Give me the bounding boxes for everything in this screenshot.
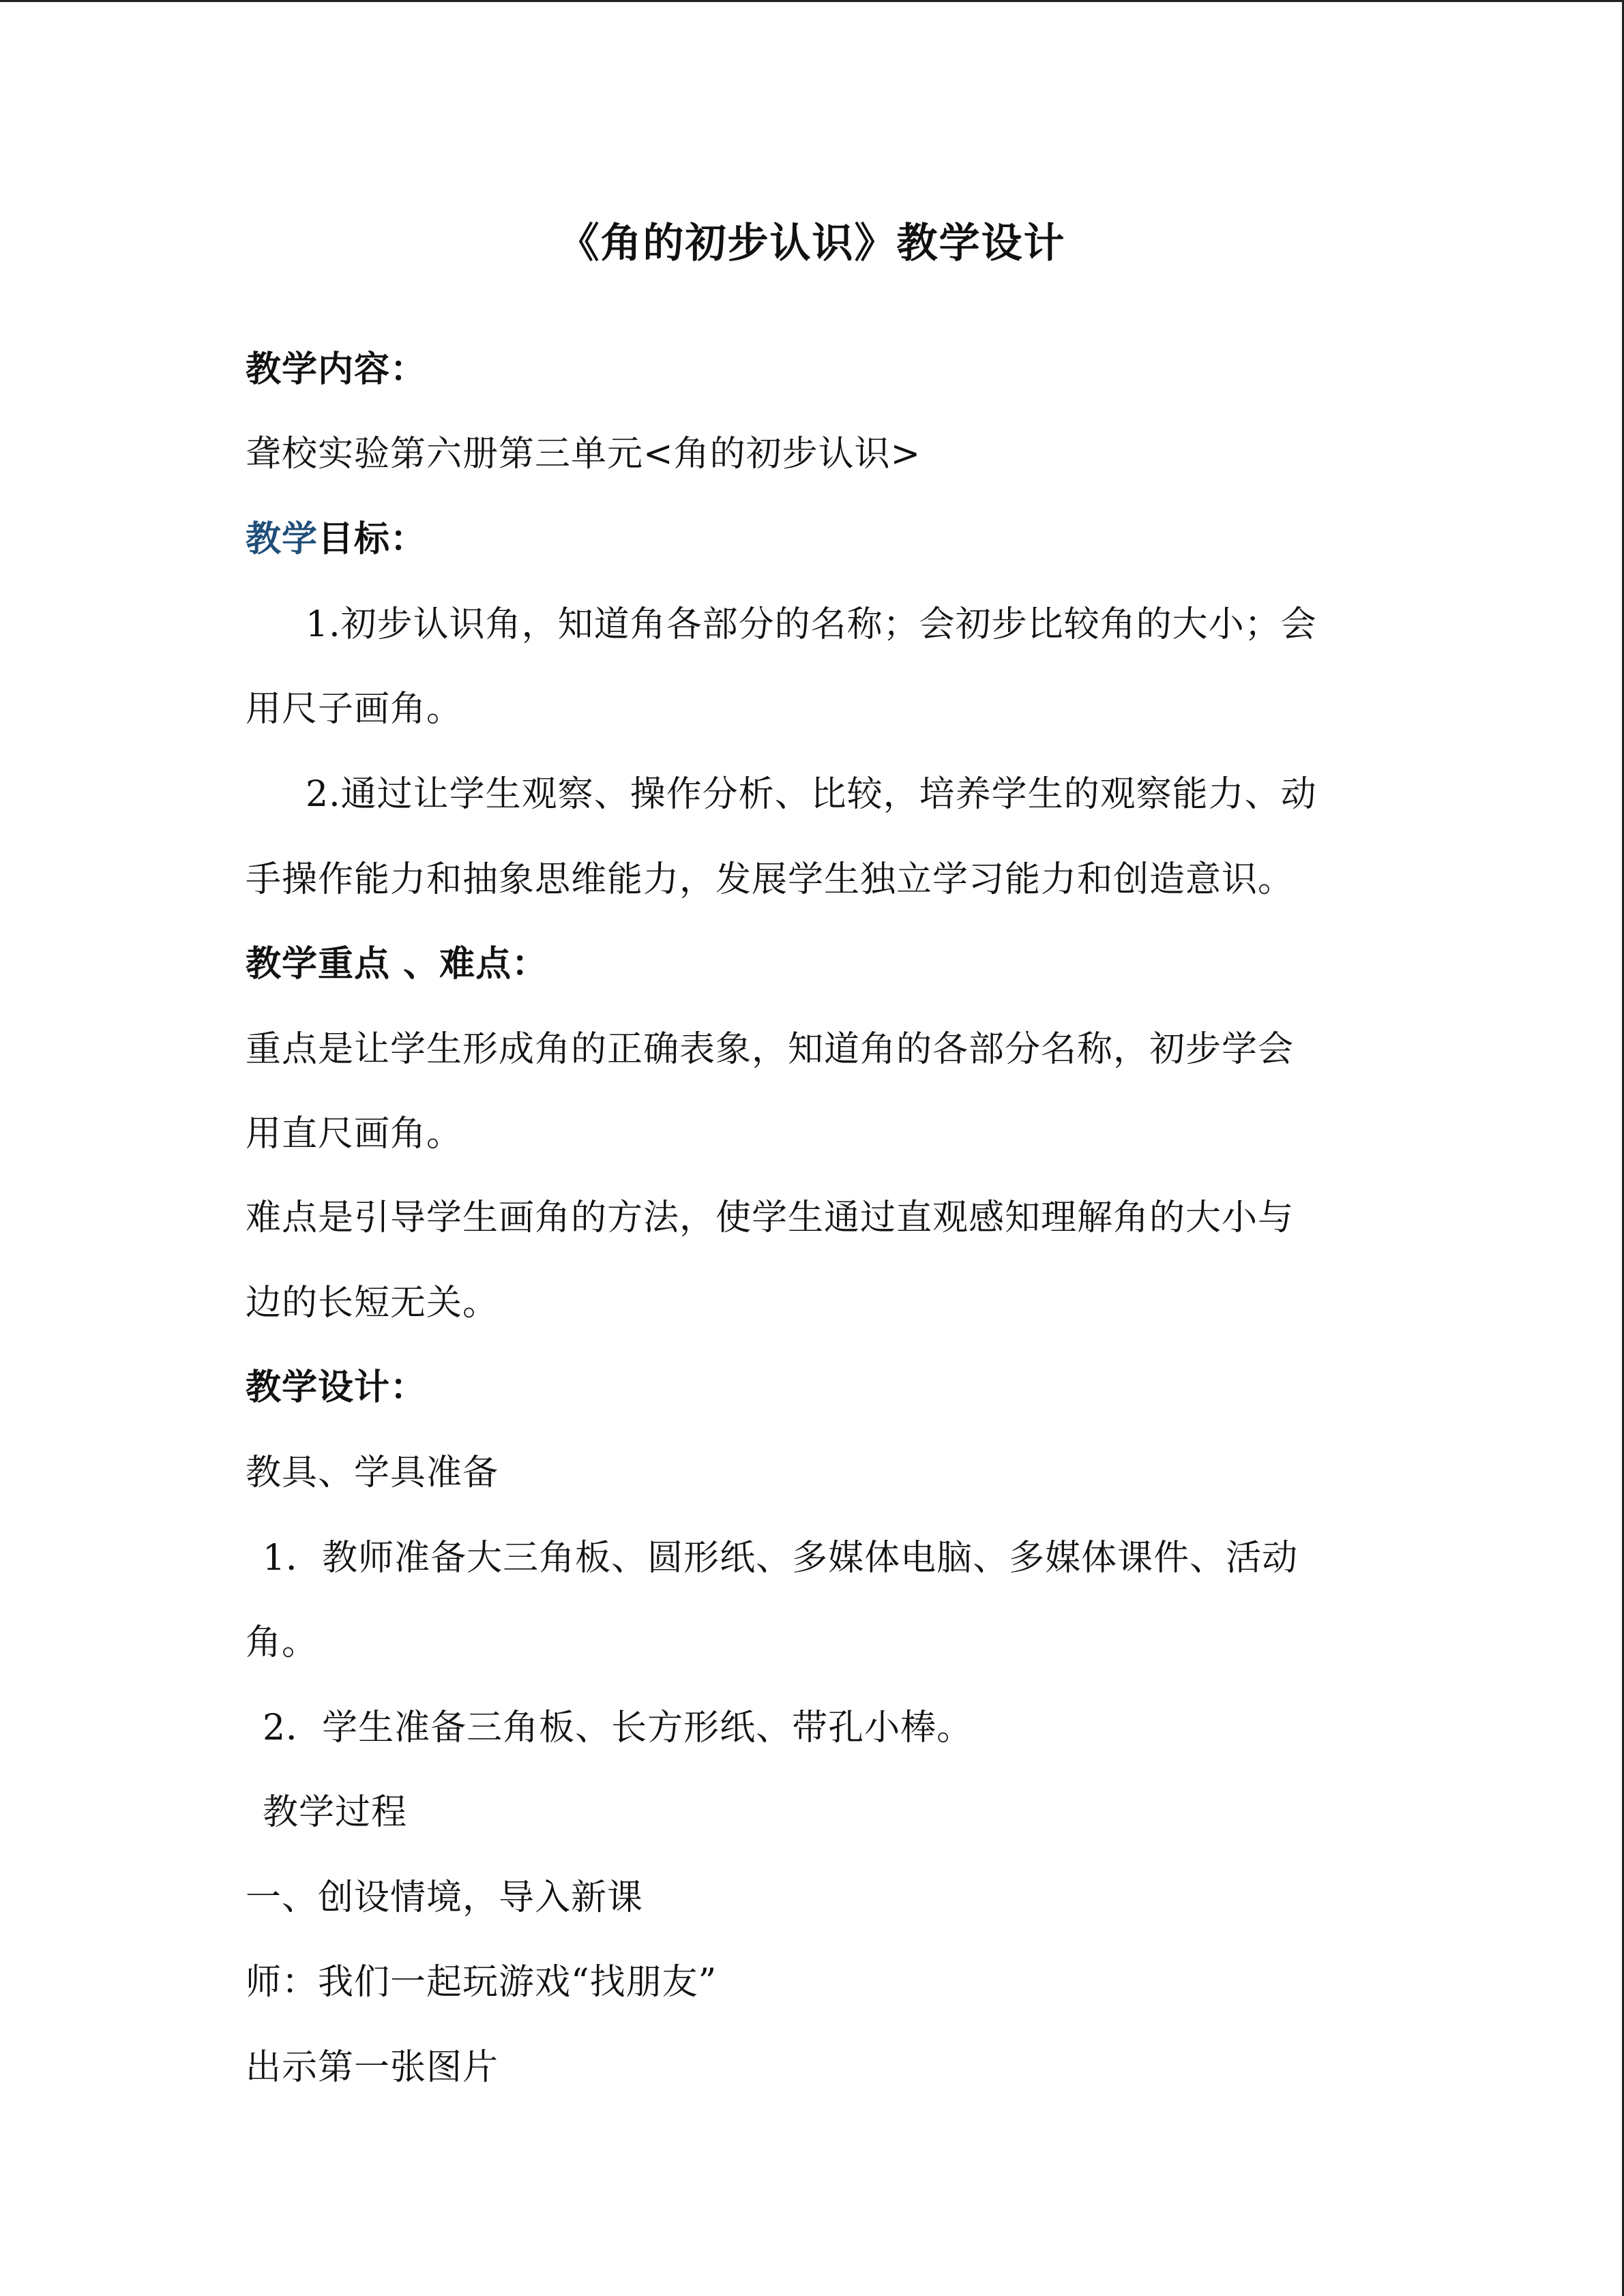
prep-item-1-line-1: 1．教师准备大三角板、圆形纸、多媒体电脑、多媒体课件、活动 [263, 1538, 1299, 1579]
difficulty-line-2: 边的长短无关。 [246, 1283, 499, 1324]
goals-heading-rest: 目标： [318, 518, 427, 560]
teacher-line: 师：我们一起玩游戏“找朋友” [246, 1962, 718, 2003]
keypoints-heading: 教学重点 、难点： [246, 943, 548, 985]
key-point-line-1: 重点是让学生形成角的正确表象，知道角的各部分名称，初步学会 [246, 1029, 1295, 1070]
goal-1-line-2: 用尺子画角。 [246, 689, 463, 730]
content-heading: 教学内容： [246, 348, 427, 390]
show-picture-line: 出示第一张图片 [246, 2047, 499, 2088]
prep-item-2: 2．学生准备三角板、长方形纸、带孔小棒。 [263, 1708, 973, 1748]
goals-heading-accent: 教学 [246, 518, 319, 560]
difficulty-line-1: 难点是引导学生画角的方法，使学生通过直观感知理解角的大小与 [246, 1197, 1295, 1238]
goal-2-line-2: 手操作能力和抽象思维能力，发展学生独立学习能力和创造意识。 [246, 859, 1295, 900]
design-heading: 教学设计： [246, 1367, 427, 1408]
prep-heading: 教具、学具准备 [246, 1452, 499, 1493]
goals-heading [246, 515, 426, 564]
content-text: 聋校实验第六册第三单元<角的初步认识> [246, 434, 921, 475]
prep-item-1-line-2: 角。 [246, 1622, 319, 1663]
document-title: 《角的初步认识》教学设计 [558, 220, 1066, 267]
process-heading: 教学过程 [263, 1792, 408, 1833]
section-1-heading: 一、创设情境，导入新课 [246, 1877, 644, 1918]
goal-2-line-1: 2.通过让学生观察、操作分析、比较，培养学生的观察能力、动 [306, 774, 1317, 815]
goal-1-line-1: 1.初步认识角，知道角各部分的名称；会初步比较角的大小；会 [306, 604, 1317, 645]
key-point-line-2: 用直尺画角。 [246, 1114, 463, 1154]
